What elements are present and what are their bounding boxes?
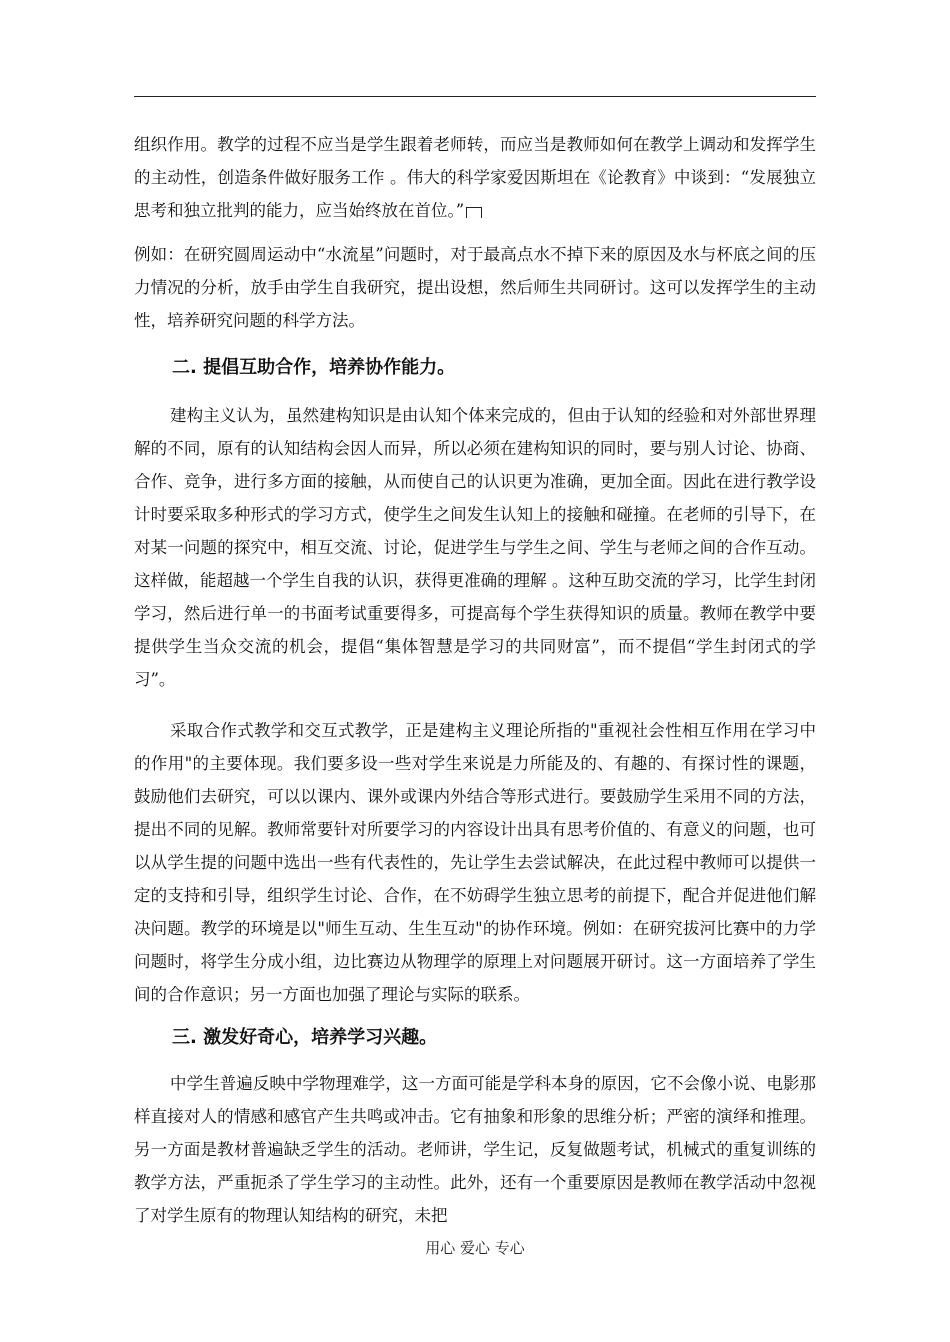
- paragraph-5: 中学生普遍反映中学物理难学，这一方面可能是学科本身的原因，它不会像小说、电影那样直接对人的情感和感官产生共鸣或冲击。它有抽象和形象的思维分析；严密的演绎和推理。另一方面是教材普遍缺乏学生的活动。老师讲，学生记，反复做题考试，机械式的重复训练的教学方法，严重扼杀了学生学习的主动性。此外，还有一个重要原因是教师在教学活动中忽视了对学生原有的物理认知结构的研究，未把: [134, 1074, 816, 1225]
- paragraph-2: 例如：在研究圆周运动中“水流星”问题时，对于最高点水不掉下来的原因及水与杯底之间的压力情况的分析，放手由学生自我研究，提出设想，然后师生共同研讨。这可以发挥学生的主动性，培养研究问题的科学方法。: [134, 245, 816, 330]
- section-heading-2: 二. 提倡互助合作，培养协作能力。: [172, 357, 456, 378]
- document-body: [134, 128, 816, 1232]
- paragraph-3: 建构主义认为，虽然建构知识是由认知个体来完成的，但由于认知的经验和对外部世界理解的不同，原有的认知结构会因人而异，所以必须在建构知识的同时，要与别人讨论、协商、合作、竞争，进行多方面的接触，从而使自己的认识更为准确，更加全面。因此在进行教学设计时要采取多种形式的学习方式，使学生之间发生认知上的接触和碰撞。在老师的引导下，在对某一问题的探究中，相互交流、讨论，促进学生与学生之间、学生与老师之间的合作互动。这样做，能超越一个学生自我的认识，获得更准确的理解 。这种互助交流的学习，比学生封闭学习，然后进行单一的书面考试重要得多，可提高每个学生获得知识的质量。教师在教学中要提供学生当众交流的机会，提倡“集体智慧是学习的共同财富”，而不提倡“学生封闭式的学习”。: [134, 406, 816, 689]
- endnote-mark: [466, 207, 482, 218]
- section-heading-3: 三. 激发好奇心，培养学习兴趣。: [172, 1027, 438, 1048]
- paragraph-1: [134, 128, 816, 227]
- paragraph-4: 采取合作式教学和交互式教学，正是建构主义理论所指的"重视社会性相互作用在学习中的作用"的主要体现。我们要多设一些对学生来说是力所能及的、有趣的、有探讨性的课题，鼓励他们去研究，可以以课内、课外或课内外结合等形式进行。要鼓励学生采用不同的方法，提出不同的见解。教师常要针对所要学习的内容设计出具有思考价值的、有意义的问题，也可以从学生提的问题中选出一些有代表性的，先让学生去尝试解决，在此过程中教师可以提供一定的支持和引导，组织学生讨论、合作，在不妨碍学生独立思考的前提下，配合并促进他们解决问题。教学的环境是以"师生互动、生生互动"的协作环境。例如：在研究拔河比赛中的力学问题时，将学生分成小组，边比赛边从物理学的原理上对问题展开研讨。这一方面培养了学生间的合作意识；另一方面也加强了理论与实际的联系。: [134, 721, 816, 1004]
- paragraph-1-text: 组织作用。教学的过程不应当是学生跟着老师转，而应当是教师如何在教学上调动和发挥学生的主动性，创造条件做好服务工作 。伟大的科学家爱因斯坦在《论教育》中谈到：“发展独立思考和独立批判的能力，应当始终放在首位。”: [134, 135, 816, 220]
- page-footer: 用心 爱心 专心: [425, 1239, 525, 1257]
- header-rule: [134, 96, 816, 97]
